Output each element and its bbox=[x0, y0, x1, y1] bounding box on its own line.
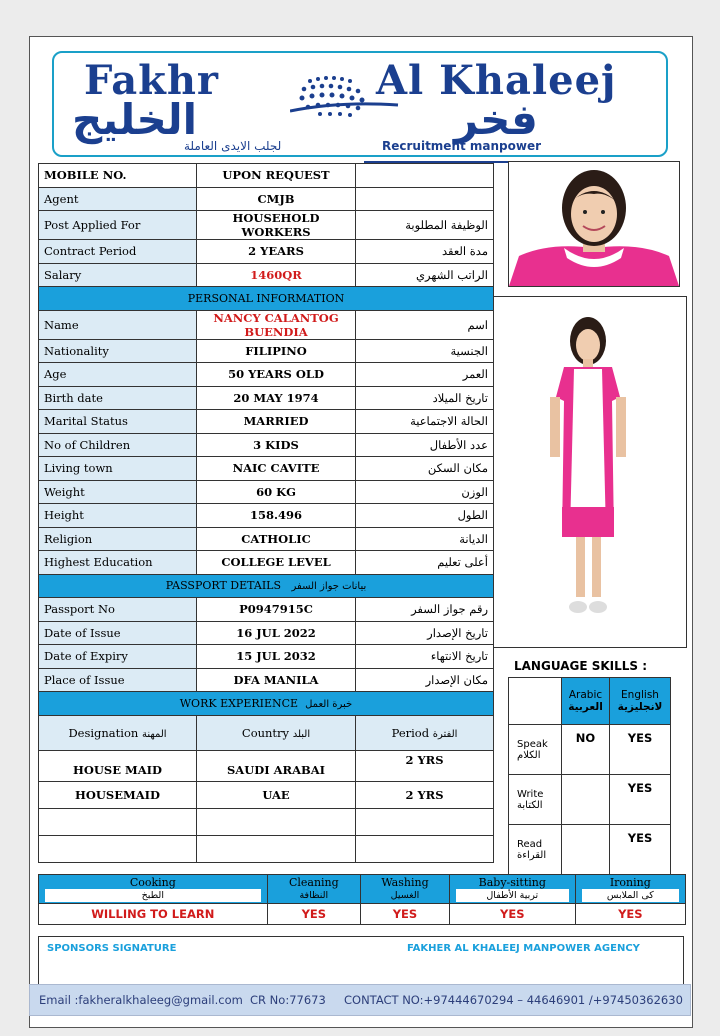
designation-value: HOUSEMAID bbox=[39, 781, 197, 808]
info-row bbox=[39, 410, 494, 434]
skill-name-ar: الغسيل bbox=[390, 890, 420, 901]
field-label-ar: الوزن bbox=[356, 480, 494, 504]
field-value: 20 MAY 1974 bbox=[197, 386, 356, 410]
country-value: UAE bbox=[197, 781, 356, 808]
language-skills-table bbox=[508, 677, 671, 875]
info-row bbox=[39, 457, 494, 481]
work-experience-header bbox=[39, 692, 494, 716]
field-label: Place of Issue bbox=[39, 668, 197, 692]
info-row bbox=[39, 527, 494, 551]
field-value: 50 YEARS OLD bbox=[197, 363, 356, 387]
logo-text-fakhr: Fakhr bbox=[84, 57, 219, 104]
period-value: 2 YRS bbox=[356, 781, 494, 808]
field-label: Name bbox=[39, 310, 197, 339]
work-row bbox=[39, 781, 494, 808]
field-label-ar: الجنسية bbox=[356, 339, 494, 363]
field-label: Passport No bbox=[39, 598, 197, 622]
globe-dots-icon bbox=[290, 71, 400, 127]
field-value: 3 KIDS bbox=[197, 433, 356, 457]
field-label: Salary bbox=[39, 263, 197, 287]
period-header: Period bbox=[391, 725, 430, 740]
skill-label: Write bbox=[517, 788, 544, 800]
skill-name: Cleaning bbox=[288, 876, 339, 889]
info-row-contract bbox=[39, 240, 494, 264]
field-value: 60 KG bbox=[197, 480, 356, 504]
work-row bbox=[39, 750, 494, 781]
field-label: Highest Education bbox=[39, 551, 197, 575]
passport-header bbox=[39, 574, 494, 598]
field-value: NAIC CAVITE bbox=[197, 457, 356, 481]
country-header-ar: البلد bbox=[292, 728, 311, 740]
field-label: No of Children bbox=[39, 433, 197, 457]
logo-text-al-khaleej: Al Khaleej bbox=[376, 57, 617, 104]
footer-cr-number: CR No:77673 bbox=[250, 993, 326, 1007]
work-row-empty bbox=[39, 808, 494, 835]
info-row-post bbox=[39, 211, 494, 240]
english-value: YES bbox=[610, 725, 671, 775]
english-value: YES bbox=[610, 775, 671, 825]
section-title: PASSPORT DETAILS bbox=[165, 579, 282, 593]
field-label-ar: مكان السكن bbox=[356, 457, 494, 481]
field-label-ar: الطول bbox=[356, 504, 494, 528]
english-value: YES bbox=[610, 825, 671, 875]
arabic-header-ar: العربية bbox=[568, 701, 603, 713]
skill-label: Read bbox=[517, 838, 543, 850]
skill-label-ar: الكلام bbox=[517, 749, 541, 761]
arabic-value: NO bbox=[562, 725, 610, 775]
skill-value: YES bbox=[267, 904, 360, 925]
field-value: 16 JUL 2022 bbox=[197, 621, 356, 645]
field-value: 15 JUL 2032 bbox=[197, 645, 356, 669]
arabic-value bbox=[562, 775, 610, 825]
mobile-label: MOBILE NO. bbox=[39, 164, 197, 188]
language-row bbox=[509, 725, 671, 775]
field-label: Marital Status bbox=[39, 410, 197, 434]
field-label: Living town bbox=[39, 457, 197, 481]
country-header: Country bbox=[241, 725, 290, 740]
field-label-ar: الحالة الاجتماعية bbox=[356, 410, 494, 434]
contact-footer bbox=[29, 984, 691, 1016]
info-row bbox=[39, 386, 494, 410]
info-table bbox=[38, 163, 494, 863]
field-value: 2 YEARS bbox=[197, 240, 356, 264]
info-row-name bbox=[39, 310, 494, 339]
info-row bbox=[39, 363, 494, 387]
field-value: DFA MANILA bbox=[197, 668, 356, 692]
field-label: Date of Issue bbox=[39, 621, 197, 645]
work-row-empty bbox=[39, 835, 494, 862]
skill-name: Cooking bbox=[129, 876, 176, 889]
field-label-ar: الراتب الشهري bbox=[356, 263, 494, 287]
footer-email: Email :fakheralkhaleeg@gmail.com bbox=[39, 993, 243, 1007]
footer-contact-numbers: CONTACT NO:+97444670294 – 44646901 /+97450362630 bbox=[344, 993, 683, 1007]
field-value: MARRIED bbox=[197, 410, 356, 434]
arabic-header: Arabic bbox=[568, 689, 603, 701]
language-header-row bbox=[509, 678, 671, 725]
skill-label-ar: الكتابة bbox=[517, 799, 543, 811]
period-header-ar: الفترة bbox=[432, 728, 458, 740]
field-value: COLLEGE LEVEL bbox=[197, 551, 356, 575]
language-skills-title: LANGUAGE SKILLS : bbox=[514, 659, 648, 673]
portrait-photo bbox=[508, 161, 680, 287]
skills-value-row bbox=[39, 904, 686, 925]
skill-value: YES bbox=[361, 904, 450, 925]
field-label-ar: أعلى تعليم bbox=[356, 551, 494, 575]
work-column-headers bbox=[39, 715, 494, 750]
logo-english-subtitle: Recruitment manpower bbox=[382, 139, 542, 153]
logo-arabic-fakhr: فخر bbox=[454, 95, 538, 144]
arabic-value bbox=[562, 825, 610, 875]
field-label: Age bbox=[39, 363, 197, 387]
field-label-ar: الوظيفة المطلوبة bbox=[356, 211, 494, 240]
personal-info-header bbox=[39, 287, 494, 311]
skill-name: Ironing bbox=[609, 876, 651, 889]
sponsor-signature-label: SPONSORS SIGNATURE bbox=[47, 943, 177, 954]
skill-value: YES bbox=[575, 904, 685, 925]
skill-name: Washing bbox=[381, 876, 429, 889]
info-row bbox=[39, 480, 494, 504]
english-header: English bbox=[621, 689, 659, 701]
info-row-agent bbox=[39, 187, 494, 211]
field-label-ar: عدد الأطفال bbox=[356, 433, 494, 457]
language-row bbox=[509, 825, 671, 875]
skill-label-ar: القراءة bbox=[517, 849, 547, 861]
field-label-ar: الديانة bbox=[356, 527, 494, 551]
section-title-ar: خبرة العمل bbox=[305, 698, 353, 710]
skill-value: WILLING TO LEARN bbox=[39, 904, 268, 925]
field-label-ar: تاريخ الميلاد bbox=[356, 386, 494, 410]
logo-arabic-subtitle: لجلب الايدى العاملة bbox=[184, 139, 282, 153]
english-header-ar: لانجليزية bbox=[617, 701, 663, 713]
mobile-row bbox=[39, 164, 494, 188]
field-label: Nationality bbox=[39, 339, 197, 363]
info-row bbox=[39, 645, 494, 669]
name-value: NANCY CALANTOG BUENDIA bbox=[197, 310, 356, 339]
info-row bbox=[39, 598, 494, 622]
mobile-value: UPON REQUEST bbox=[197, 164, 356, 188]
info-row bbox=[39, 504, 494, 528]
field-label-ar: العمر bbox=[356, 363, 494, 387]
field-value: CMJB bbox=[197, 187, 356, 211]
field-label: Post Applied For bbox=[39, 211, 197, 240]
info-row bbox=[39, 621, 494, 645]
portrait-photo-image bbox=[509, 162, 679, 286]
skill-value: YES bbox=[449, 904, 575, 925]
field-value: FILIPINO bbox=[197, 339, 356, 363]
skill-name-ar: النظافة bbox=[299, 890, 329, 901]
field-label-ar: تاريخ الإصدار bbox=[356, 621, 494, 645]
info-row-salary bbox=[39, 263, 494, 287]
language-row bbox=[509, 775, 671, 825]
info-row bbox=[39, 551, 494, 575]
skill-name-ar: كى الملابس bbox=[582, 889, 679, 902]
field-label-ar: مدة العقد bbox=[356, 240, 494, 264]
field-value: 158.496 bbox=[197, 504, 356, 528]
section-title-ar: بيانات جواز السفر bbox=[291, 581, 367, 593]
field-label-ar: اسم bbox=[356, 310, 494, 339]
field-label: Agent bbox=[39, 187, 197, 211]
field-label: Date of Expiry bbox=[39, 645, 197, 669]
salary-value: 1460QR bbox=[197, 263, 356, 287]
field-value: CATHOLIC bbox=[197, 527, 356, 551]
biodata-page bbox=[29, 36, 693, 1028]
field-value: P0947915C bbox=[197, 598, 356, 622]
logo-arabic-khaleej: الخليج bbox=[72, 95, 197, 144]
skill-name: Baby-sitting bbox=[478, 876, 546, 889]
full-body-photo bbox=[493, 296, 687, 648]
period-value: 2 YRS bbox=[356, 750, 494, 781]
field-label: Birth date bbox=[39, 386, 197, 410]
skill-name-ar: الطبخ bbox=[45, 889, 261, 902]
field-label-ar: تاريخ الانتهاء bbox=[356, 645, 494, 669]
section-title: PERSONAL INFORMATION bbox=[39, 287, 494, 311]
full-body-photo-image bbox=[494, 297, 686, 647]
field-label: Contract Period bbox=[39, 240, 197, 264]
skill-name-ar: تربية الأطفال bbox=[456, 889, 569, 902]
field-label: Religion bbox=[39, 527, 197, 551]
info-row bbox=[39, 339, 494, 363]
household-skills-table bbox=[38, 874, 686, 925]
designation-value: HOUSE MAID bbox=[39, 750, 197, 781]
field-label-ar: مكان الإصدار bbox=[356, 668, 494, 692]
info-row bbox=[39, 433, 494, 457]
field-value: HOUSEHOLD WORKERS bbox=[197, 211, 356, 240]
skills-header-row bbox=[39, 875, 686, 904]
country-value: SAUDI ARABAI bbox=[197, 750, 356, 781]
field-label: Weight bbox=[39, 480, 197, 504]
designation-header: Designation bbox=[68, 725, 139, 740]
skill-label: Speak bbox=[517, 738, 548, 750]
field-label-ar bbox=[356, 187, 494, 211]
field-label-ar: رقم جواز السفر bbox=[356, 598, 494, 622]
agency-signature-label: FAKHER AL KHALEEJ MANPOWER AGENCY bbox=[407, 943, 640, 954]
field-label: Height bbox=[39, 504, 197, 528]
section-title: WORK EXPERIENCE bbox=[179, 696, 299, 710]
designation-header-ar: المهنة bbox=[141, 728, 167, 740]
agency-logo bbox=[52, 51, 668, 157]
info-row bbox=[39, 668, 494, 692]
